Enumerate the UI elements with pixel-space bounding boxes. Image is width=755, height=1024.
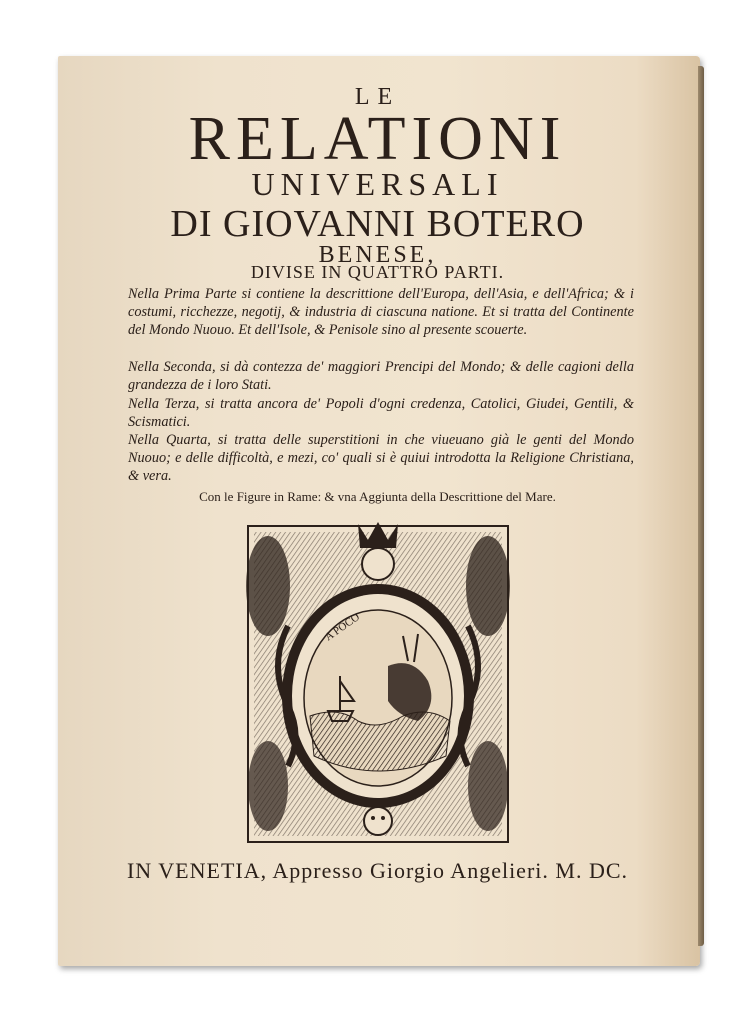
title-line-universali: UNIVERSALI	[251, 166, 504, 202]
part-four-description: Nella Quarta, si tratta delle superstitioni in che viueuano già le genti del Mondo Nuouo; e delle difficoltà, e mezi, co' quali si è quiui introdotta la Religione Christiana, & vera.	[128, 432, 634, 484]
printer-device-woodcut	[228, 516, 528, 852]
right-cherub-figure	[466, 536, 510, 636]
left-cherub-figure	[246, 536, 290, 636]
author-line: DI GIOVANNI BOTERO	[170, 203, 585, 245]
part-three-description: Nella Terza, si tratta ancora de' Popoli d'ogni credenza, Catolici, Giudei, Gentili, & Scismatici.	[128, 396, 634, 430]
part-two-description: Nella Seconda, si dà contezza de' maggiori Prencipi del Mondo; & delle cagioni della grandezza de i loro Stati.	[128, 359, 634, 393]
part-one-description: Nella Prima Parte si contiene la descrittione dell'Europa, dell'Asia, e dell'Africa; & i costumi, ricchezze, negotij, & industria di ciascuna natione. Et si tratta del Continente del Mondo Nuouo. Et dell'Isole, & Penisole sino al presente scouerte.	[128, 286, 634, 338]
device-motto: A POCO	[322, 611, 363, 644]
divisions-heading: DIVISE IN QUATTRO PARTI.	[250, 262, 505, 282]
title-line-le: LE	[354, 84, 401, 110]
figures-note: Con le Figure in Rame: & vna Aggiunta della Descrittione del Mare.	[199, 489, 556, 504]
author-origin-line: BENESE,	[318, 242, 437, 268]
title-line-relationi: RELATIONI	[188, 105, 567, 173]
imprint-line: IN VENETIA, Appresso Giorgio Angelieri. M. DC.	[126, 858, 629, 883]
